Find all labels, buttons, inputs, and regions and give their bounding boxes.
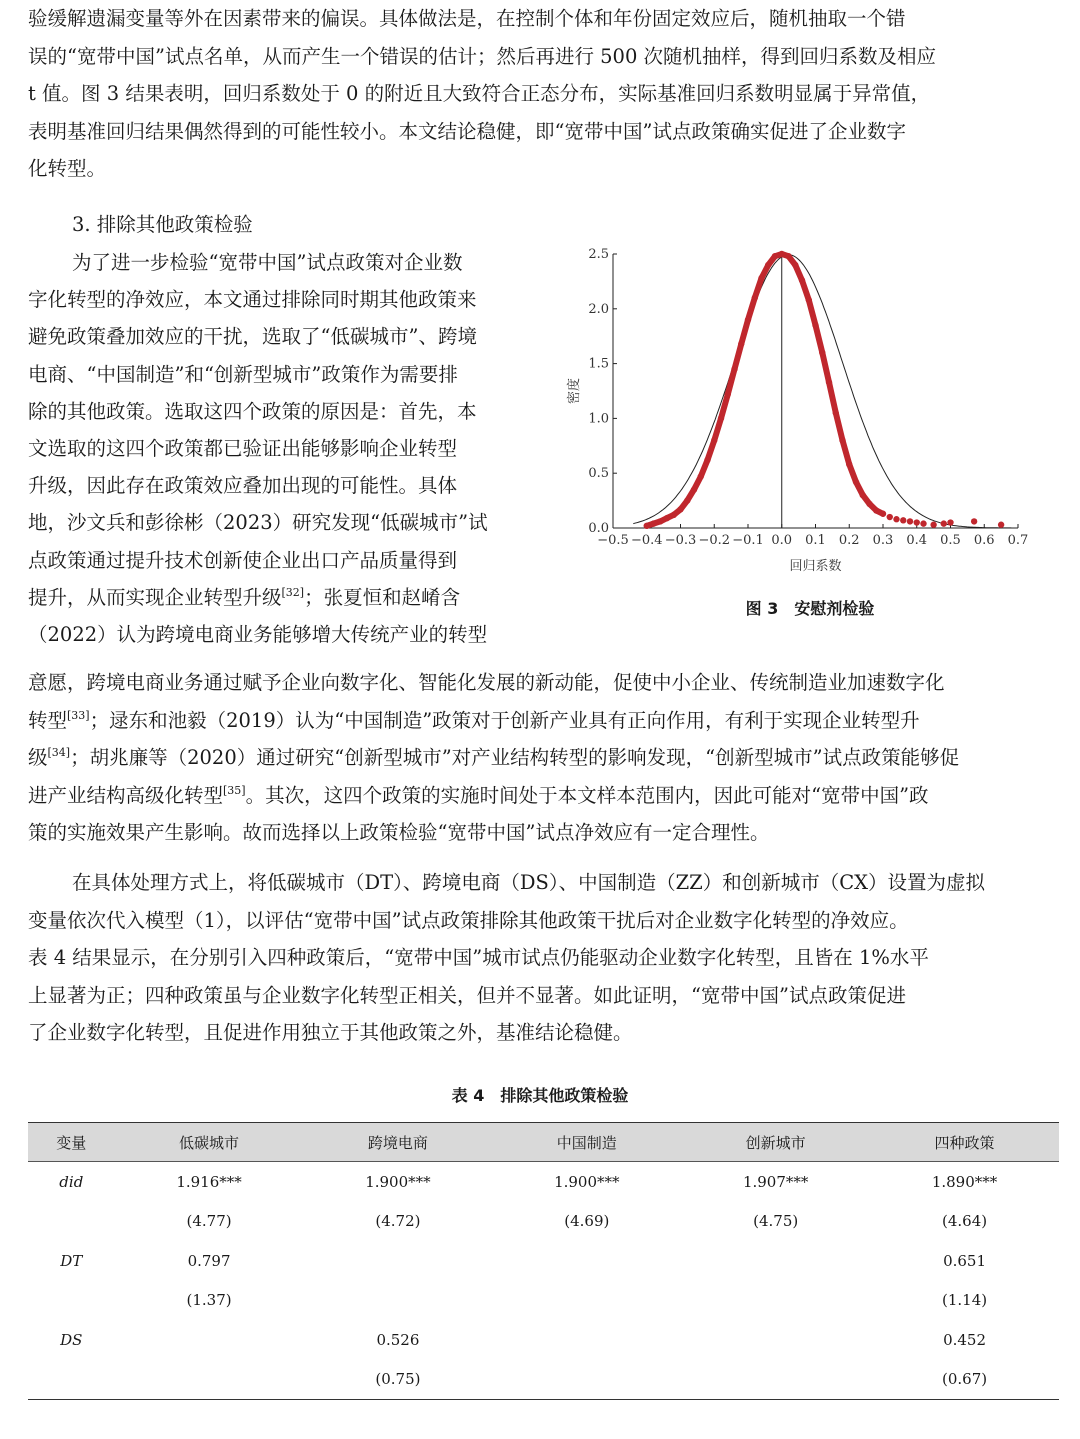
col-header: 变量 [56,1133,87,1152]
x-tick-label: 0.3 [872,533,894,548]
y-tick-label: 0.5 [588,466,609,482]
col-header: 跨境电商 [367,1133,428,1152]
table-row [28,1360,1059,1400]
y-tick-label: 1.5 [588,356,609,372]
cell: (1.37) [186,1291,232,1310]
density-point [860,492,866,498]
x-tick-label: 0.0 [771,533,793,548]
density-point [826,379,832,385]
density-point [691,486,697,492]
cell: 0.452 [943,1330,987,1349]
method-line: 表 4 结果显示，在分别引入四种政策后，“宽带中国”城市试点仍能驱动企业数字化转型，且皆在 1%水平 [28,946,929,969]
col-line-tail: ；张夏恒和赵崤含 [304,585,461,609]
method-line: 变量依次代入模型（1），以评估“宽带中国”试点政策排除其他政策干扰后对企业数字化转型的净效应。 [28,908,909,932]
x-tick-label: −0.3 [664,533,697,548]
cont-text: ；逯东和池毅（2019）认为“中国制造”政策对于创新产业具有正向作用，有利于实现企业转型升 [89,708,920,732]
col-header: 低碳城市 [179,1133,240,1152]
cell [115,1320,304,1360]
density-point [684,497,690,503]
x-tick-label: −0.1 [732,533,764,548]
intro-line: 化转型。 [28,157,107,180]
density-point [772,253,778,259]
cell: (4.69) [564,1212,610,1231]
cell: DT [60,1251,83,1270]
cell: (4.64) [942,1212,988,1231]
density-point [833,410,839,416]
cell: (4.75) [753,1212,799,1231]
cell [492,1360,681,1400]
cell [28,1202,115,1242]
density-point [792,262,798,268]
table-caption: 表 4 排除其他政策检验 [451,1086,629,1105]
continuation-paragraph [28,664,1058,852]
cell [681,1320,870,1360]
cell: (4.77) [186,1212,232,1231]
density-point [677,506,683,512]
results-table [28,1122,1059,1400]
y-tick-label: 2.0 [588,301,609,317]
col-header: 中国制造 [556,1133,617,1152]
density-point [718,415,724,421]
cont-line [28,702,1058,740]
cont-line: 策的实施效果产生影响。故而选择以上政策检验“宽带中国”试点净效应有一定合理性。 [28,821,770,844]
density-point [873,507,879,513]
density-point [671,512,677,518]
density-point [907,518,913,524]
cell: 1.900*** [365,1172,431,1191]
density-point [998,522,1004,528]
cell: 1.907*** [742,1172,809,1191]
cell [681,1281,870,1321]
x-tick-label: −0.5 [597,533,629,548]
method-line: 了企业数字化转型，且促进作用独立于其他政策之外，基准结论稳健。 [28,1021,633,1044]
table-row [28,1320,1059,1360]
density-point [657,518,663,524]
cont-text: 进产业结构高级化转型 [28,783,224,807]
table-row [28,1202,1059,1242]
density-chart [560,236,1060,586]
intro-line: t 值。图 3 结果表明，回归系数处于 0 的附近且大致符合正态分布，实际基准回归系数明显属于异常值， [28,82,931,105]
density-point [853,479,859,485]
intro-line: 验缓解遗漏变量等外在因素带来的偏误。具体做法是，在控制个体和年份固定效应后，随机抽取一个错 [28,7,906,30]
density-point [887,514,893,520]
kernel-density-band [647,254,883,526]
density-point [644,523,650,529]
col-line: 除的其他政策。选取这四个政策的原因是：首先，本 [28,399,477,423]
col-header: 四种政策 [934,1133,995,1152]
density-point [930,522,936,528]
density-point [941,520,947,526]
density-point [880,511,886,517]
cell: 0.651 [943,1251,987,1270]
col-header: 创新城市 [745,1133,806,1152]
x-tick-label: −0.2 [698,533,731,548]
col-line-text: 提升，从而实现企业转型升级 [28,585,282,609]
density-point [799,277,805,283]
section-heading: 3. 排除其他政策检验 [72,213,253,236]
cell [681,1360,870,1400]
y-tick-label: 0.0 [588,521,609,536]
cont-line: 意愿，跨境电商业务通过赋予企业向数字化、智能化发展的新动能，促使中小企业、传统制造业加速数字化 [28,671,945,694]
x-tick-label: 0.7 [1007,533,1029,548]
cell [492,1241,681,1281]
density-point [711,437,717,443]
cell [28,1360,115,1400]
density-point [698,473,704,479]
cell [303,1281,492,1321]
citation-35: [35] [223,783,246,797]
cell: (4.72) [375,1212,421,1231]
x-tick-label: 0.5 [940,533,961,548]
cell: DS [60,1330,83,1349]
x-tick-label: 0.1 [805,533,826,548]
table-row [28,1162,1059,1202]
cell: (0.75) [375,1370,421,1389]
density-point [893,516,899,522]
density-point [806,297,812,303]
cont-text: 级 [28,746,48,769]
density-point [812,322,818,328]
col-line: （2022）认为跨境电商业务能够增大传统产业的转型 [28,623,488,647]
col-line: 为了进一步检验“宽带中国”试点政策对企业数 [72,251,463,274]
cont-text: 转型 [28,708,68,732]
cell: 1.916*** [176,1172,242,1191]
density-point [738,341,744,347]
density-point [752,295,758,301]
figure-3 [560,236,1060,646]
cont-line [28,777,1058,815]
density-point [900,517,906,523]
cell: (1.14) [942,1291,988,1310]
x-axis-label: 回归系数 [789,559,842,574]
density-point [779,251,785,257]
cell: did [59,1172,84,1191]
y-tick-label: 2.5 [588,247,609,262]
density-point [914,519,920,525]
cell [115,1360,304,1400]
col-line: 升级，因此存在政策效应叠加出现的可能性。具体 [28,474,458,498]
density-point [971,518,977,524]
method-paragraph [28,864,1058,1052]
col-line [28,579,536,616]
col-line: 地，沙文兵和彭徐彬（2023）研究发现“低碳城市”试 [28,511,488,535]
x-tick-label: −0.4 [630,533,663,548]
density-point [745,317,751,323]
normal-density-curve [633,255,1011,528]
y-tick-label: 1.0 [588,411,609,427]
table-row [28,1241,1059,1281]
cont-line [28,739,1058,777]
density-point [839,437,845,443]
cell: 1.900*** [554,1172,620,1191]
table-row [28,1281,1059,1321]
col-line: 点政策通过提升技术创新使企业出口产品质量得到 [28,548,458,572]
cell [492,1320,681,1360]
citation-33: [33] [67,708,90,722]
density-point [765,262,771,268]
col-line: 文选取的这四个政策都已验证出能够影响企业转型 [28,437,458,461]
density-point [758,275,764,281]
y-axis-label: 密度 [567,377,582,405]
x-tick-label: 0.6 [973,533,995,548]
density-point [725,391,731,397]
intro-paragraph [28,0,1058,188]
cell: 0.526 [376,1330,420,1349]
density-point [785,253,791,259]
density-point [846,461,852,467]
cell [303,1241,492,1281]
x-tick-label: 0.4 [906,533,928,548]
density-point [819,349,825,355]
density-point [704,457,710,463]
col-line: 字化转型的净效应，本文通过排除同时期其他政策来 [28,288,477,312]
density-point [664,515,670,521]
citation-32: [32] [281,585,305,599]
cell [681,1241,870,1281]
col-line: 电商、“中国制造”和“创新型城市”政策作为需要排 [28,362,458,386]
cell: (0.67) [942,1370,988,1389]
table-header-row [28,1123,1059,1162]
citation-34: [34] [47,746,71,759]
left-column-paragraph [28,244,536,653]
cont-text: 。其次，这四个政策的实施时间处于本文样本范围内，因此可能对“宽带中国”政 [245,783,929,807]
cell [492,1281,681,1321]
col-line: 避免政策叠加效应的干扰，选取了“低碳城市”、跨境 [28,325,477,349]
method-line: 上显著为正；四种政策虽与企业数字化转型正相关，但并不显著。如此证明，“宽带中国”试点政策促进 [28,983,906,1007]
density-point [650,520,656,526]
density-point [947,519,953,525]
cell: 0.797 [187,1251,231,1270]
cell [28,1281,115,1321]
x-tick-label: 0.2 [838,533,860,548]
density-point [866,501,872,507]
intro-line: 表明基准回归结果偶然得到的可能性较小。本文结论稳健，即“宽带中国”试点政策确实促进了企业数字 [28,119,906,143]
cont-text: ；胡兆廉等（2020）通过研究“创新型城市”对产业结构转型的影响发现，“创新型城市”试点政策能够促 [70,746,960,769]
cell: 1.890*** [931,1172,998,1191]
density-point [731,366,737,372]
figure-caption: 图 3 安慰剂检验 [745,599,875,618]
density-point [920,520,926,526]
intro-line: 误的“宽带中国”试点名单，从而产生一个错误的估计；然后再进行 500 次随机抽样，得到回归系数及相应 [28,44,937,68]
method-line: 在具体处理方式上，将低碳城市（DT）、跨境电商（DS）、中国制造（ZZ）和创新城市（CX）设置为虚拟 [72,871,986,894]
